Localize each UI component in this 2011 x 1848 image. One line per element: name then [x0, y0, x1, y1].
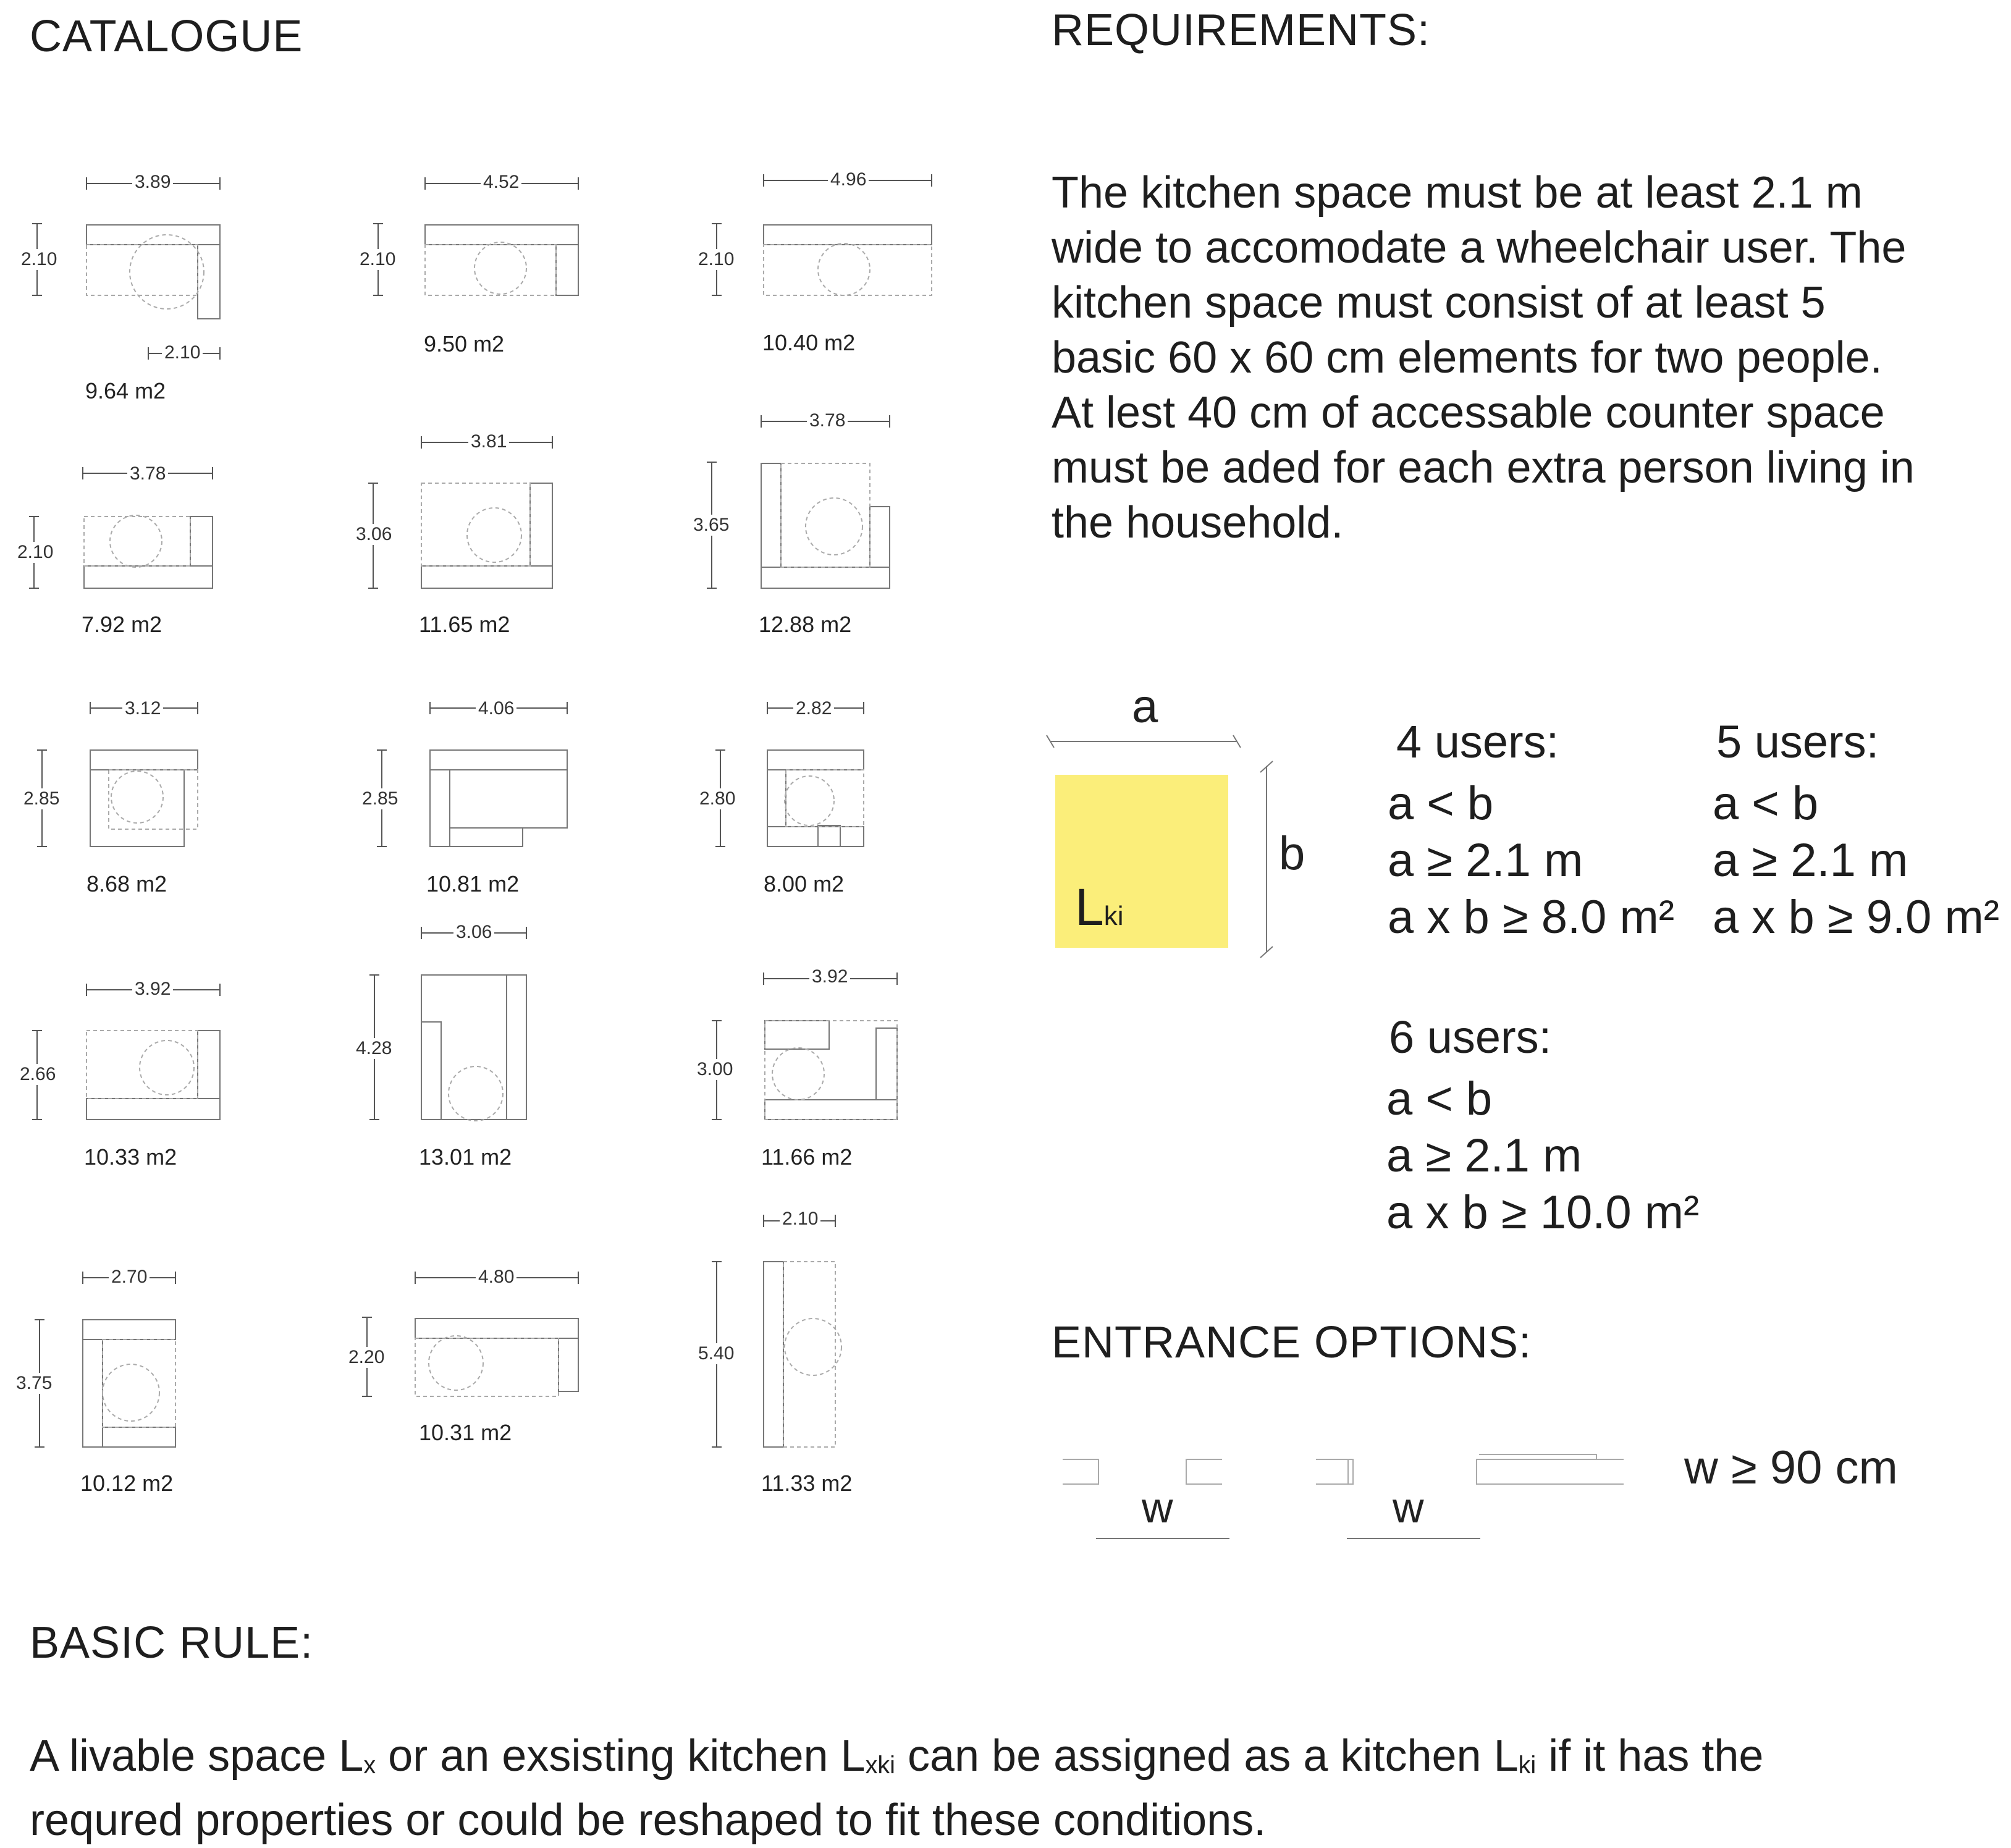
- catalogue-title: CATALOGUE: [30, 12, 303, 61]
- height-dimension: 2.10: [696, 249, 736, 270]
- width-dimension: 4.80: [476, 1267, 516, 1288]
- width-dimension: 2.10: [780, 1209, 820, 1230]
- area-label: 9.64 m2: [85, 378, 166, 403]
- basic-rule-subscript: ki: [1518, 1751, 1537, 1779]
- height-dimension: 2.80: [697, 788, 738, 809]
- basic-rule-text: [30, 1729, 1763, 1848]
- width-dimension: 2.70: [109, 1267, 150, 1288]
- area-label: 7.92 m2: [82, 612, 162, 637]
- basic-rule-subscript: xki: [865, 1751, 895, 1779]
- width-dimension: 4.06: [476, 698, 516, 719]
- height-dimension: 4.28: [353, 1038, 394, 1059]
- width-dimension: 4.96: [828, 169, 869, 190]
- condition-line: a ≥ 2.1 m: [1388, 834, 1583, 887]
- area-label: 10.31 m2: [419, 1420, 512, 1445]
- kitchen-symbol-letter: L: [1075, 878, 1104, 936]
- condition-title: 4 users:: [1396, 716, 1559, 767]
- area-label: 8.00 m2: [764, 871, 845, 897]
- height-dimension: 3.65: [691, 515, 731, 536]
- area-label: 10.12 m2: [80, 1470, 174, 1496]
- kitchen-symbol: [1075, 877, 1124, 937]
- width-dimension: 3.12: [122, 698, 163, 719]
- area-label: 10.40 m2: [762, 330, 856, 355]
- width-dimension: 3.92: [809, 966, 850, 987]
- entrance-title: ENTRANCE OPTIONS:: [1052, 1318, 1532, 1367]
- condition-line: a < b: [1713, 777, 1819, 830]
- width-dimension: 2.82: [793, 698, 834, 719]
- basic-rule-line-2: requred properties or could be reshaped to fit these conditions.: [30, 1795, 1267, 1845]
- area-label: 10.81 m2: [426, 871, 520, 897]
- condition-line: a x b ≥ 10.0 m²: [1386, 1186, 1700, 1239]
- basic-rule-fragment: can be assigned as a kitchen L: [895, 1731, 1519, 1781]
- area-label: 8.68 m2: [86, 871, 167, 897]
- area-label: 11.66 m2: [761, 1144, 853, 1170]
- area-label: 11.65 m2: [419, 612, 510, 637]
- area-label: 11.33 m2: [761, 1470, 853, 1496]
- condition-line: a ≥ 2.1 m: [1386, 1129, 1582, 1182]
- height-dimension: 2.66: [17, 1064, 58, 1085]
- condition-line: a x b ≥ 9.0 m²: [1713, 891, 2000, 943]
- width-dimension: 3.78: [127, 463, 168, 484]
- basic-rule-fragment: A livable space L: [30, 1731, 364, 1781]
- height-dimension: 2.10: [19, 249, 59, 270]
- height-dimension: 2.10: [357, 249, 398, 270]
- width-dimension: 4.52: [481, 172, 521, 193]
- basic-rule-subscript: x: [363, 1751, 376, 1779]
- width-dimension: 3.06: [453, 922, 494, 943]
- entrance-width-label-1: w: [1142, 1483, 1173, 1532]
- area-label: 12.88 m2: [759, 612, 852, 637]
- kitchen-symbol-subscript: ki: [1103, 901, 1124, 931]
- dimension-b-label: b: [1279, 827, 1305, 880]
- area-label: 13.01 m2: [419, 1144, 512, 1170]
- entrance-rule: w ≥ 90 cm: [1684, 1441, 1898, 1494]
- entrance-width-label-2: w: [1393, 1483, 1424, 1532]
- basic-rule-title: BASIC RULE:: [30, 1618, 314, 1668]
- condition-5-users: [1713, 715, 1999, 946]
- basic-rule-line-1: [30, 1729, 1763, 1793]
- condition-title: 6 users:: [1389, 1011, 1552, 1063]
- height-dimension: 2.85: [21, 788, 62, 809]
- height-dimension: 2.10: [15, 542, 56, 563]
- height-dimension: 3.00: [694, 1059, 735, 1080]
- condition-6-users: [1386, 1011, 1699, 1241]
- requirements-title: REQUIREMENTS:: [1052, 6, 1431, 55]
- width-dimension: 3.81: [468, 431, 509, 452]
- area-label: 9.50 m2: [424, 331, 505, 357]
- height-dimension: 3.75: [14, 1373, 54, 1394]
- height-dimension: 5.40: [696, 1343, 736, 1364]
- width-dimension: 3.78: [807, 410, 848, 431]
- condition-title: 5 users:: [1716, 716, 1879, 767]
- condition-4-users: [1388, 715, 1674, 946]
- height-dimension: 2.85: [360, 788, 400, 809]
- basic-rule-fragment: or an exsisting kitchen L: [376, 1731, 866, 1781]
- extra-dimension: 2.10: [162, 342, 203, 363]
- condition-line: a < b: [1388, 777, 1494, 830]
- height-dimension: 3.06: [353, 524, 394, 545]
- condition-line: a < b: [1386, 1073, 1493, 1125]
- basic-rule-fragment: if it has the: [1536, 1731, 1764, 1781]
- requirements-text: The kitchen space must be at least 2.1 m wide to accomodate a wheelchair user. The kitchen space must consist of at least 5 basic 60 x 60 cm elements for two people. At lest 40 cm of accessable counter space must be aded for each extra person living in the household.: [1052, 168, 1915, 547]
- dimension-a-label: a: [1132, 680, 1158, 733]
- height-dimension: 2.20: [346, 1347, 387, 1368]
- width-dimension: 3.89: [132, 172, 173, 193]
- area-label: 10.33 m2: [84, 1144, 177, 1170]
- width-dimension: 3.92: [132, 979, 173, 1000]
- kitchen-plan-15: [0, 0, 1, 1]
- condition-line: a x b ≥ 8.0 m²: [1388, 891, 1675, 943]
- condition-line: a ≥ 2.1 m: [1713, 834, 1908, 887]
